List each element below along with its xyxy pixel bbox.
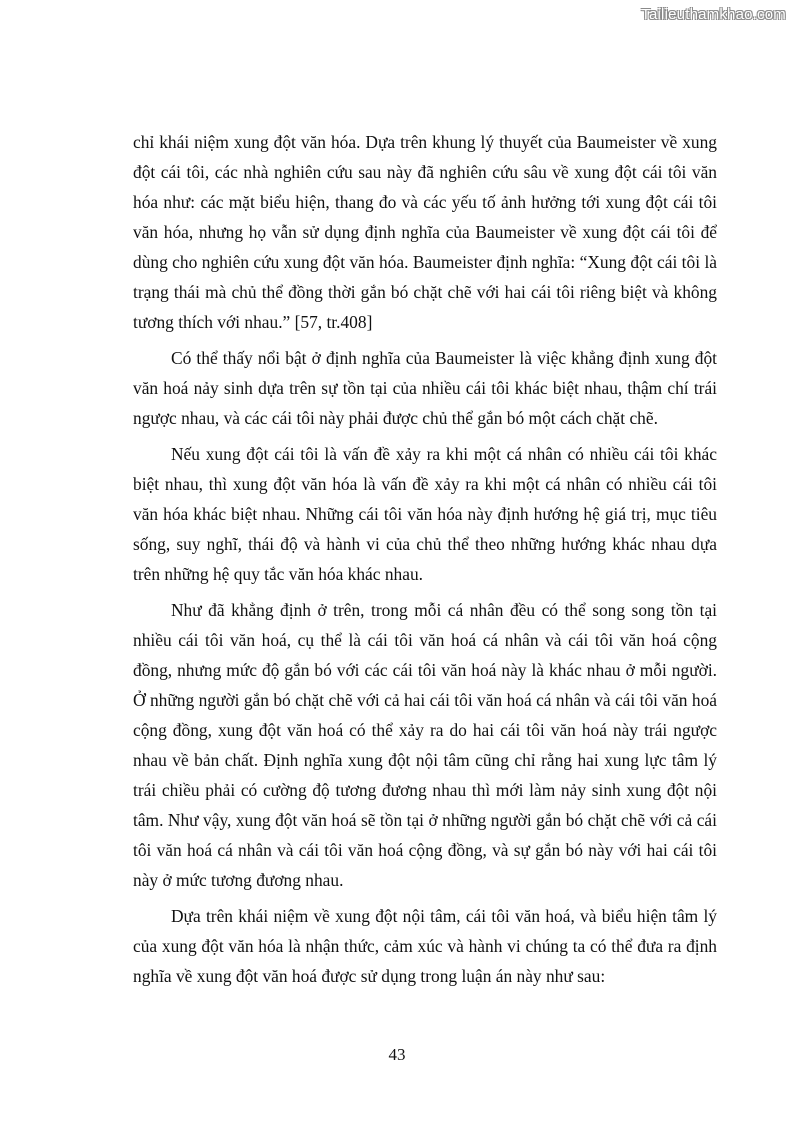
page-number: 43 bbox=[388, 1045, 406, 1064]
paragraph-3: Nếu xung đột cái tôi là vấn đề xảy ra khi một cá nhân có nhiều cái tôi khác biệt nhau, thì xung đột văn hóa là vấn đề xảy ra khi một cá nhân có nhiều cái tôi văn hóa khác biệt nhau. Những cái tôi văn hóa này định hướng hệ giá trị, mục tiêu sống, suy nghĩ, thái độ và hành vi của chủ thể theo những hướng khác nhau dựa trên những hệ quy tắc văn hóa khác nhau. bbox=[133, 444, 717, 584]
watermark-text: Tailieuthamkhao.com bbox=[641, 6, 786, 23]
paragraph-2: Có thể thấy nổi bật ở định nghĩa của Baumeister là việc khẳng định xung đột văn hoá nảy sinh dựa trên sự tồn tại của nhiều cái tôi khác biệt nhau, thậm chí trái ngược nhau, và các cái tôi này phải được chủ thể gắn bó một cách chặt chẽ. bbox=[133, 348, 717, 428]
paragraph-4: Như đã khẳng định ở trên, trong mỗi cá nhân đều có thể song song tồn tại nhiều cái tôi văn hoá, cụ thể là cái tôi văn hoá cá nhân và cái tôi văn hoá cộng đồng, nhưng mức độ gắn bó với các cái tôi văn hoá này là khác nhau ở mỗi người. Ở những người gắn bó chặt chẽ với cả hai cái tôi văn hoá cá nhân và cái tôi văn hoá cộng đồng, xung đột văn hoá có thể xảy ra do hai cái tôi văn hoá này trái ngược nhau về bản chất. Định nghĩa xung đột nội tâm cũng chỉ rằng hai xung lực tâm lý trái chiều phải có cường độ tương đương nhau thì mới làm nảy sinh xung đột nội tâm. Như vậy, xung đột văn hoá sẽ tồn tại ở những người gắn bó chặt chẽ với cả cái tôi văn hoá cá nhân và cái tôi văn hoá cộng đồng, và sự gắn bó này với hai cái tôi này ở mức tương đương nhau. bbox=[133, 600, 717, 890]
paragraph-1: chỉ khái niệm xung đột văn hóa. Dựa trên khung lý thuyết của Baumeister về xung đột cái tôi, các nhà nghiên cứu sau này đã nghiên cứu sâu về xung đột cái tôi văn hóa như: các mặt biểu hiện, thang đo và các yếu tố ảnh hưởng tới xung đột cái tôi văn hóa, nhưng họ vẫn sử dụng định nghĩa của Baumeister về xung đột cái tôi để dùng cho nghiên cứu xung đột văn hóa. Baumeister định nghĩa: “Xung đột cái tôi là trạng thái mà chủ thể đồng thời gắn bó chặt chẽ với hai cái tôi riêng biệt và không tương thích với nhau.” [57, tr.408] bbox=[133, 132, 717, 332]
paragraph-5: Dựa trên khái niệm về xung đột nội tâm, cái tôi văn hoá, và biểu hiện tâm lý của xung đột văn hóa là nhận thức, cảm xúc và hành vi chúng ta có thể đưa ra định nghĩa về xung đột văn hoá được sử dụng trong luận án này như sau: bbox=[133, 906, 717, 986]
document-body bbox=[133, 127, 717, 997]
